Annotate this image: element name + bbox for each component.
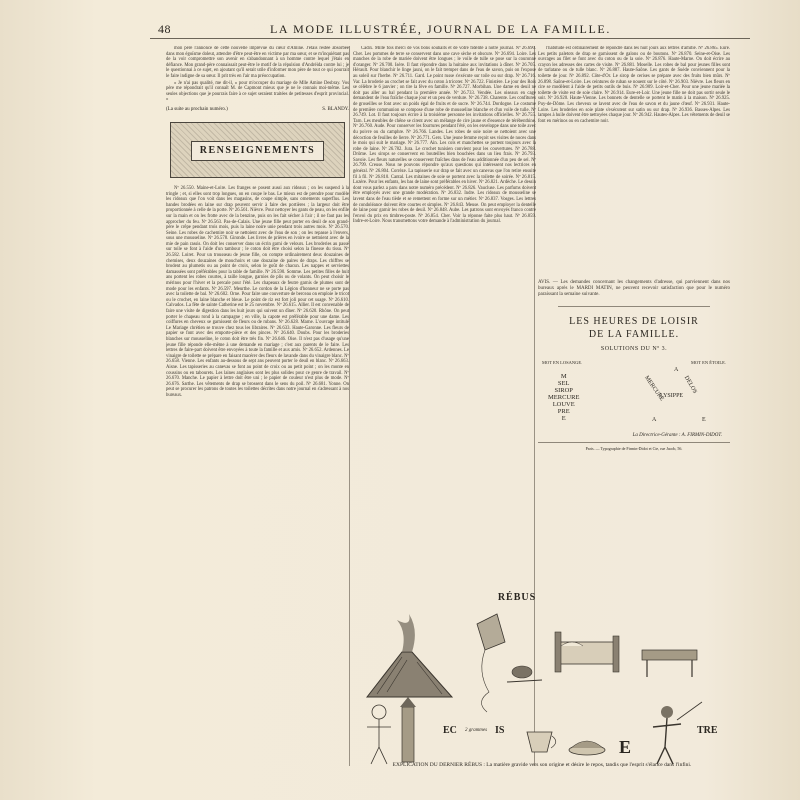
etoile-word: MERCURE	[643, 375, 665, 403]
rebus-letter-e: E	[619, 737, 632, 757]
renseignements-banner	[170, 122, 345, 178]
losange-line: LOUVE	[552, 400, 575, 408]
heures-title-line: LES HEURES DE LOISIR	[569, 316, 699, 327]
rebus-puzzle	[357, 592, 737, 788]
losange-line: SIROP	[554, 386, 573, 394]
directrice-signature: La Directrice-Gérante : A. FIRMIN-DIDOT.	[632, 433, 722, 438]
bird-icon	[507, 666, 542, 682]
rebus-small-note: 2 grammes	[465, 728, 488, 733]
rebus-letters-tre: TRE	[697, 725, 718, 736]
heures-title	[538, 315, 730, 341]
story-paragraph: « Je n'ai pas qualité, me dit-il, » pour m'occuper du mariage de Mlle Amine Desbray. Vos père me répondrait qu'il connaît M. de Capmont mieux que je ne le connais moi-même. Les seules objections que je pourrais faire à ce sujet seraient traitées de petitesses d'esprit provincial. »	[166, 80, 349, 103]
avis-notice: AVIS. — Les demandes concernant les changements d'adresse, qui parviennent dans nos bureaux après le MARDI MATIN, ne peuvent recevoir satisfaction que pour le numéro paraissant la semaine suivante.	[538, 280, 730, 297]
column-one	[166, 46, 349, 786]
banner-title: RENSEIGNEMENTS	[191, 141, 324, 161]
column-three-body: l'habitude est ordinairement de répondre dans les huit jours aux lettres d'amitié. Nº 26.865. Eure. Les petits paletots de drap se garnissent de galons ou de boutons. Nº 26.870. Seine-et-Oise. Les ouvrages au filet se font avec du coton ou de la soie. Nº 26.876. Haute-Marne. On doit écrire au crayon les adresses des cartes de visite. Nº 26.881. Moselle. Les robes de bal pour jeunes filles sont de tarlatane ou de tulle blanc. Nº 26.887. Haute-Saône. Les gants de Suède conviennent pour la toilette de jour. Nº 26.892. Côte-d'Or. Le sirop de cerises se prépare avec des fruits bien mûrs. Nº 26.898. Saône-et-Loire. Les ceintures de ruban se nouent sur le côté. Nº 26.903. Nièvre. Les fleurs en cire se modèlent à l'aide de petits outils de buis. Nº 26.909. Loir-et-Cher. Pour une jeune mariée la toilette de visite est de soie claire. Nº 26.914. Eure-et-Loir. Une jeune fille ne doit pas sortir seule le soir. Nº 26.920. Haute-Vienne. Les bonnets de dentelle se portent le matin à la maison. Nº 26.925. Puy-de-Dôme. Les cheveux se lavent avec de l'eau de savon et du jaune d'œuf. Nº 26.931. Haute-Loire. Les broderies en soie plate s'exécutent sur satin ou sur drap. Nº 26.936. Basses-Alpes. Les lampes à huile doivent être nettoyées chaque jour. Nº 26.942. Hautes-Alpes. Les vêtements de deuil se font en mérinos ou en cachemire noir.	[538, 46, 730, 124]
cup-icon	[527, 732, 556, 752]
skeleton-figure-icon	[367, 705, 391, 764]
dish-icon	[569, 741, 605, 755]
etoile-solution	[644, 367, 714, 427]
etoile-word: A	[652, 417, 657, 423]
losange-line: M	[560, 372, 567, 380]
etoile-word: E	[702, 417, 706, 423]
column-three	[538, 46, 730, 586]
losange-solution	[548, 367, 579, 427]
table-icon	[642, 650, 697, 677]
losange-line: MERCURE	[548, 393, 580, 401]
rebus-title: RÉBUS	[497, 592, 537, 603]
rebus-illustration	[357, 602, 737, 772]
section-divider	[558, 306, 710, 307]
story-text	[166, 46, 349, 103]
losange-heading: MOT EN LOSANGE.	[542, 360, 583, 365]
kite-icon	[477, 614, 505, 712]
page-number: 48	[158, 22, 171, 36]
volcano-icon	[367, 614, 452, 697]
etoile-word: LYSIPPE	[660, 393, 684, 399]
man-figure-icon	[653, 702, 702, 764]
heures-title-line: DE LA FAMILLE.	[588, 329, 680, 340]
etoile-word: A	[674, 367, 679, 373]
solutions-headings	[542, 360, 726, 365]
column-two-body: Cadix. Mille fois merci de vos bons souhaits et de votre fidélité à notre journal. Nº 26.690. Cher. Les pommes de terre se conservent dans une cave sèche et obscure. Nº 26.694. Loire. Les manches de la robe de mariée doivent être longues ; le voile de tulle se pose sur la couronne d'oranger. Nº 26.700. Isère. Il faut répondre dans la huitaine aux invitations à dîner. Nº 26.705. Hérault. Pour blanchir le linge jauni, on le fait tremper dans de l'eau de savon, puis on l'expose au soleil sur l'herbe. Nº 26.711. Gard. Le point russe s'exécute sur toile ou sur drap. Nº 26.716. Var. La broderie au crochet se fait avec du coton à tricoter. Nº 26.722. Finistère. Le jour des Rois se célèbre le 6 janvier ; on tire la fève en famille. Nº 26.727. Morbihan. Une dame en deuil ne doit pas aller au bal pendant la première année. Nº 26.733. Vendée. Les oiseaux en cage demandent de l'eau fraîche chaque jour et un peu de verdure. Nº 26.738. Charente. Les confitures de groseilles se font avec un poids égal de fruits et de sucre. Nº 26.744. Dordogne. Le costume de première communion se compose d'une robe de mousseline blanche et d'un voile de tulle. Nº 26.749. Lot. Il faut toujours écrire à la troisième personne les invitations officielles. Nº 26.755. Tarn. Les meubles de chêne se cirent avec un mélange de cire jaune et d'essence de térébenthine. Nº 26.760. Aude. Pour conserver les fourrures pendant l'été, on les enveloppe dans une toile avec du poivre ou du camphre. Nº 26.766. Landes. Les robes de soie noire se nettoient avec une décoction de feuilles de lierre. Nº 26.771. Gers. Une jeune femme reçoit ses visites de noces dans le mois qui suit le mariage. Nº 26.777. Ain. Les cols et manchettes se portent toujours avec la robe de laine. Nº 26.782. Jura. Le crochet tunisien convient pour les couvertures. Nº 26.788. Drôme. Les sirops se conservent en bouteilles bien bouchées dans un lieu frais. Nº 26.793. Savoie. Les fleurs naturelles se conservent fraîches dans de l'eau additionnée d'un peu de sel. Nº 26.799. Creuse. Nous ne pouvons répondre qu'aux questions qui intéressent nos lectrices en général. Nº 26.804. Corrèze. La tapisserie sur drap se fait avec un canevas que l'on retire ensuite fil à fil. Nº 26.810. Cantal. Les mitaines de soie se portent avec la toilette de soirée. Nº 26.815. Lozère. Pour les enfants, les bas de laine sont préférables en hiver. Nº 26.821. Ardèche. Le dessin dont vous parlez a paru dans notre numéro précédent. Nº 26.826. Vaucluse. Les parfums doivent être employés avec une grande modération. Nº 26.832. Indre. Les rideaux de mousseline se lavent dans de l'eau tiède et se remettent en forme sur un métier. Nº 26.837. Vosges. Les lettres de condoléance doivent être courtes et simples. Nº 26.843. Meuse. On peut employer la dentelle de laine pour garnir les robes de deuil. Nº 26.848. Aube. Les patrons sont envoyés franco contre l'envoi du prix en timbres-poste. Nº 26.854. Cher. Voir la réponse faite plus haut. Nº 26.859. Indre-et-Loire. Nous transmettons votre demande à l'administration du journal.	[353, 46, 536, 225]
story-paragraph: mon père l'annonce de cette nouvelle imprévue du cœur d'Amine. J'étais restée absorbée dans mon égoïsme doleut, attendre d'être peut-être en victime par ma sœur, et se m'inquiétant pas de la voir compromettre son avenir en s'abandonnant à un homme contre lequel j'étais en défiance. Mon grand-père connaissait peut-être le motif de la répulsion d'Andréida contre lui ; je le questionnai à ce sujet, en ajoutant qu'il serait utile d'informer mon père de tout ce qui pourrait le faire indigne de sa sœur. Il prit très en l'air ma préoccupation.	[166, 46, 349, 79]
rebus-explanation: EXPLICATION DU DERNIER RÉBUS : La matière gravide vers son origine et désire le repos, tandis que l'esprit s'élance dans l'infini.	[392, 762, 692, 768]
column-two	[353, 46, 536, 586]
column-three-text	[538, 46, 730, 270]
rebus-letters-ec: EC	[443, 725, 457, 736]
losange-line: SEL	[557, 379, 570, 387]
losange-line: PRE	[557, 407, 570, 415]
story-signature	[166, 107, 349, 112]
bed-icon	[555, 632, 619, 672]
solutions-title: SOLUTIONS DU Nº 3.	[600, 346, 668, 352]
renseignements-continued	[353, 46, 536, 225]
column-rule	[349, 46, 350, 766]
tower-icon	[400, 697, 416, 762]
solutions-grid	[548, 367, 714, 427]
journal-title: LA MODE ILLUSTRÉE, JOURNAL DE LA FAMILLE.	[270, 22, 611, 36]
renseignements-body: Nº 26.550. Maine-et-Loire. Les franges se posent aussi aux rideaux ; on les suspend à la tringle ; et, si elles sont trop longues, on en coupe le bas. Le mieux est de prendre pour modèle les rideaux que l'on voit dans les magasins, de coupe simple, sans ornements superflus. Les bandes brodées en laine sur drap peuvent servir à faire des portières ; la largeur doit être proportionnée à celle de la porte. Nº 26.561. Nièvre. Pour nettoyer les gants de peau, on les enfile sur la main et on les frotte avec de la benzine, puis on les fait sécher à l'air ; il ne faut pas les approcher du feu. Nº 26.563. Pas-de-Calais. Une jeune fille peut porter en deuil de son grand-père le crêpe pendant trois mois, puis la laine noire unie pendant trois autres mois. Nº 26.570. Seine. Les robes de cachemire noir se nettoient avec de l'eau de son ; on les repasse à l'envers, sous une mousseline. Nº 26.578. Gironde. Les livres de prières en ivoire se nettoient avec de la mie de pain rassis. On doit les conserver dans un écrin garni de velours. Les broderies au passé sur toile se font à l'aide d'un tambour ; le coton doit être choisi selon la finesse du tissu. Nº 26.582. Loiret. Pour un trousseau de jeune fille, on compte ordinairement deux douzaines de chemises, deux douzaines de mouchoirs et une douzaine de paires de draps. Les chiffres se brodent au plumetis ou au point de croix, selon le goût de chacun. Les nappes et serviettes damassées sont préférables pour la table de famille. Nº 26.590. Somme. Les petites filles de huit ans portent les robes courtes, à taille longue, garnies de plis ou de volants. On peut choisir le mérinos pour l'hiver et la percale pour l'été. Les chapeaux de feutre garnis de plumes sont de mode pour les enfants. Nº 26.597. Meurthe. Le cordon de la Légion d'honneur ne se porte pas avec la toilette de bal. Nº 26.602. Orne. Pour faire une couverture de berceau on emploie le tricot ou le crochet, en laine blanche et bleue. Le point de riz est fort joli pour cet usage. Nº 26.610. Calvados. La fête de sainte Catherine est le 25 novembre. Nº 26.615. Allier. Il est convenable de faire une visite de digestion dans les huit jours qui suivent un dîner. Nº 26.620. Rhône. On peut porter le chapeau rond à la campagne ; en ville, la capote est préférable pour une dame. Les coiffures en cheveux se garnissent de fleurs ou de rubans. Nº 26.628. Marne. L'ouvrage intitulé Le Mariage chrétien se trouve chez tous les libraires. Nº 26.633. Haute-Garonne. Les fleurs de papier se font avec des emporte-pièce et des pinces. Nº 26.640. Doubs. Pour les broderies blanches sur mousseline, le coton doit être très fin. Nº 26.646. Oise. Il n'est pas d'usage qu'une jeune fille réponde elle-même à une demande en mariage ; c'est aux parents de le faire. Les lettres de faire-part doivent être envoyées à toute la famille et aux amis. Nº 26.652. Ardennes. Le vinaigre de toilette se prépare en faisant macérer des fleurs de lavande dans du vinaigre blanc. Nº 26.658. Vienne. Les enfants au-dessous de sept ans peuvent porter le deuil en blanc. Nº 26.663. Aisne. Les tapisseries au canevas se font au point de croix ou au petit point ; on les monte en coussins ou en tabourets. Les laines anglaises sont les plus solides pour ce genre de travail. Nº 26.670. Manche. Le papier à lettre doit être uni ; le papier de couleur n'est plus de mode. Nº 26.676. Sarthe. Les vêtements de drap se brossent dans le sens du poil. Nº 26.681. Yonne. On peut se procurer les patrons de toutes les toilettes décrites dans notre journal en s'adressant à nos bureaux.	[166, 185, 349, 398]
etoile-word: DELOS	[682, 375, 698, 395]
rebus-letters-is: IS	[495, 725, 505, 736]
printer-line: Paris. — Typographie de Firmin-Didot et Cie, rue Jacob, 56.	[538, 442, 730, 451]
etoile-heading: MOT EN ÉTOILE.	[691, 360, 726, 365]
renseignements-text	[166, 186, 349, 399]
continued-note: (La suite au prochain numéro.)	[166, 106, 228, 112]
page-header	[150, 22, 750, 39]
losange-line: E	[561, 414, 566, 422]
author-name: S. BLANDY.	[322, 106, 349, 112]
